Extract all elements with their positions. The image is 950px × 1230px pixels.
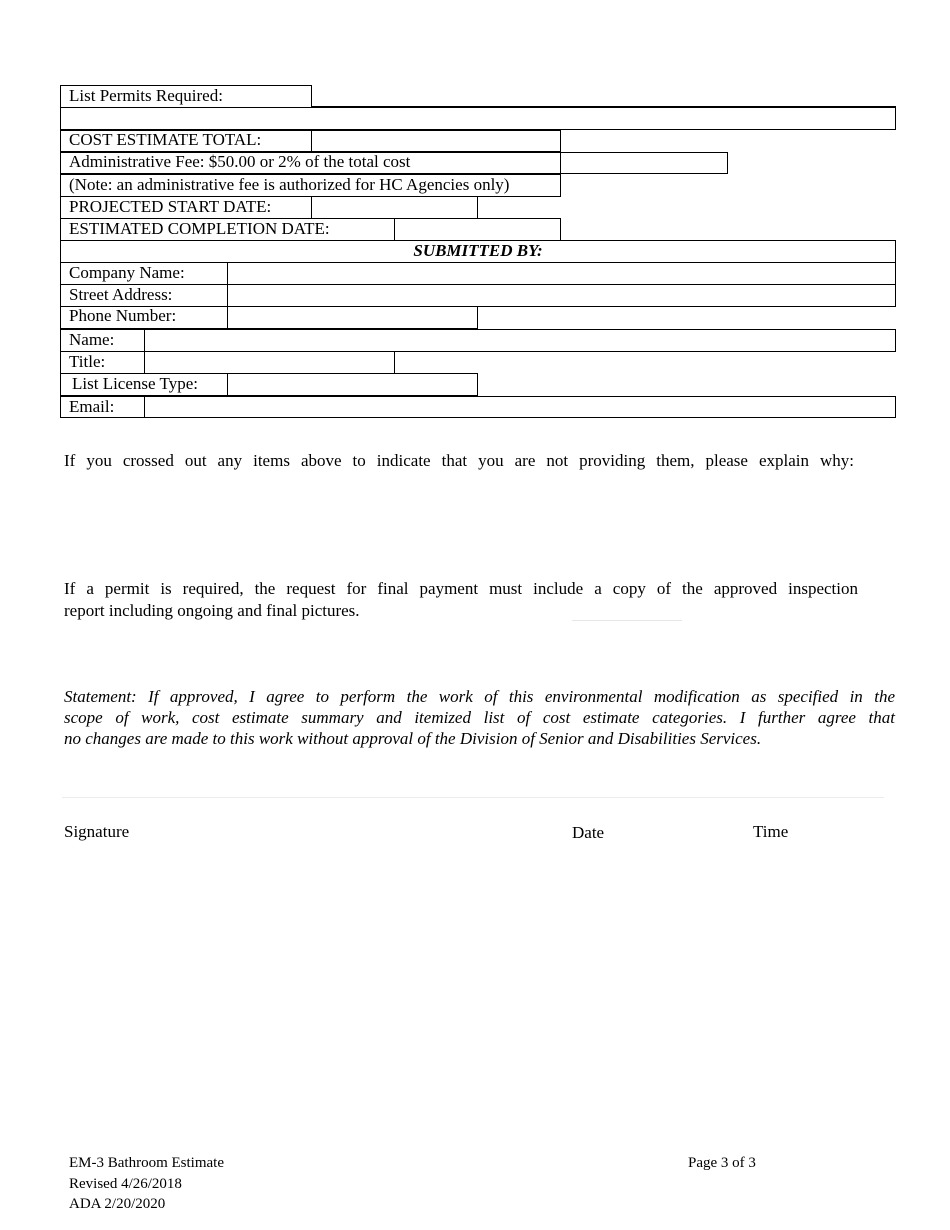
name-label: Name: bbox=[69, 330, 115, 349]
permits-label: List Permits Required: bbox=[69, 86, 223, 105]
statement-line-1: Statement: If approved, I agree to perform the work of this environmental modification as specified in the bbox=[64, 687, 895, 706]
cost-total-label: COST ESTIMATE TOTAL: bbox=[69, 130, 262, 149]
title-label: Title: bbox=[69, 352, 106, 371]
street-label: Street Address: bbox=[69, 285, 173, 304]
permits-input-row[interactable] bbox=[60, 107, 896, 130]
statement-line-3: no changes are made to this work without approval of the Division of Senior and Disabilities Services. bbox=[64, 729, 762, 748]
footer-ada: ADA 2/20/2020 bbox=[69, 1196, 166, 1212]
admin-note: (Note: an administrative fee is authorized for HC Agencies only) bbox=[69, 175, 510, 194]
signature-label: Signature bbox=[64, 822, 130, 841]
faint-rule-short bbox=[572, 620, 682, 621]
footer-revised: Revised 4/26/2018 bbox=[69, 1176, 182, 1192]
permit-line-2: report including ongoing and final pictures. bbox=[64, 601, 360, 620]
footer-page-number: Page 3 of 3 bbox=[688, 1155, 756, 1171]
date-label: Date bbox=[572, 823, 605, 842]
submitted-by-heading: SUBMITTED BY: bbox=[413, 241, 543, 260]
admin-fee-label: Administrative Fee: $50.00 or 2% of the total cost bbox=[69, 152, 411, 171]
start-date-input[interactable] bbox=[311, 196, 478, 219]
email-label: Email: bbox=[69, 397, 115, 416]
crossed-out-instruction: If you crossed out any items above to indicate that you are not providing them, please explain why: bbox=[64, 451, 854, 470]
phone-input[interactable] bbox=[227, 306, 478, 329]
company-input[interactable] bbox=[227, 262, 896, 285]
permit-line-1: If a permit is required, the request for final payment must include a copy of the approved inspection bbox=[64, 579, 858, 598]
admin-fee-input[interactable] bbox=[560, 152, 728, 174]
explanation-area[interactable] bbox=[64, 478, 894, 570]
company-label: Company Name: bbox=[69, 263, 185, 282]
signature-rule bbox=[62, 797, 884, 798]
time-label: Time bbox=[753, 822, 789, 841]
phone-label: Phone Number: bbox=[69, 306, 177, 325]
completion-date-input[interactable] bbox=[394, 218, 561, 241]
start-date-label: PROJECTED START DATE: bbox=[69, 197, 272, 216]
license-input[interactable] bbox=[227, 373, 478, 396]
statement-line-2: scope of work, cost estimate summary and itemized list of cost estimate categories. I further agree that bbox=[64, 708, 895, 727]
email-input[interactable] bbox=[144, 396, 896, 418]
phone-line bbox=[477, 306, 896, 307]
street-input[interactable] bbox=[227, 284, 896, 307]
completion-date-label: ESTIMATED COMPLETION DATE: bbox=[69, 219, 330, 238]
footer-doc-name: EM-3 Bathroom Estimate bbox=[69, 1155, 224, 1171]
name-input[interactable] bbox=[144, 329, 896, 352]
license-label: List License Type: bbox=[72, 374, 198, 393]
title-input[interactable] bbox=[144, 351, 395, 374]
cost-total-input[interactable] bbox=[311, 130, 561, 152]
